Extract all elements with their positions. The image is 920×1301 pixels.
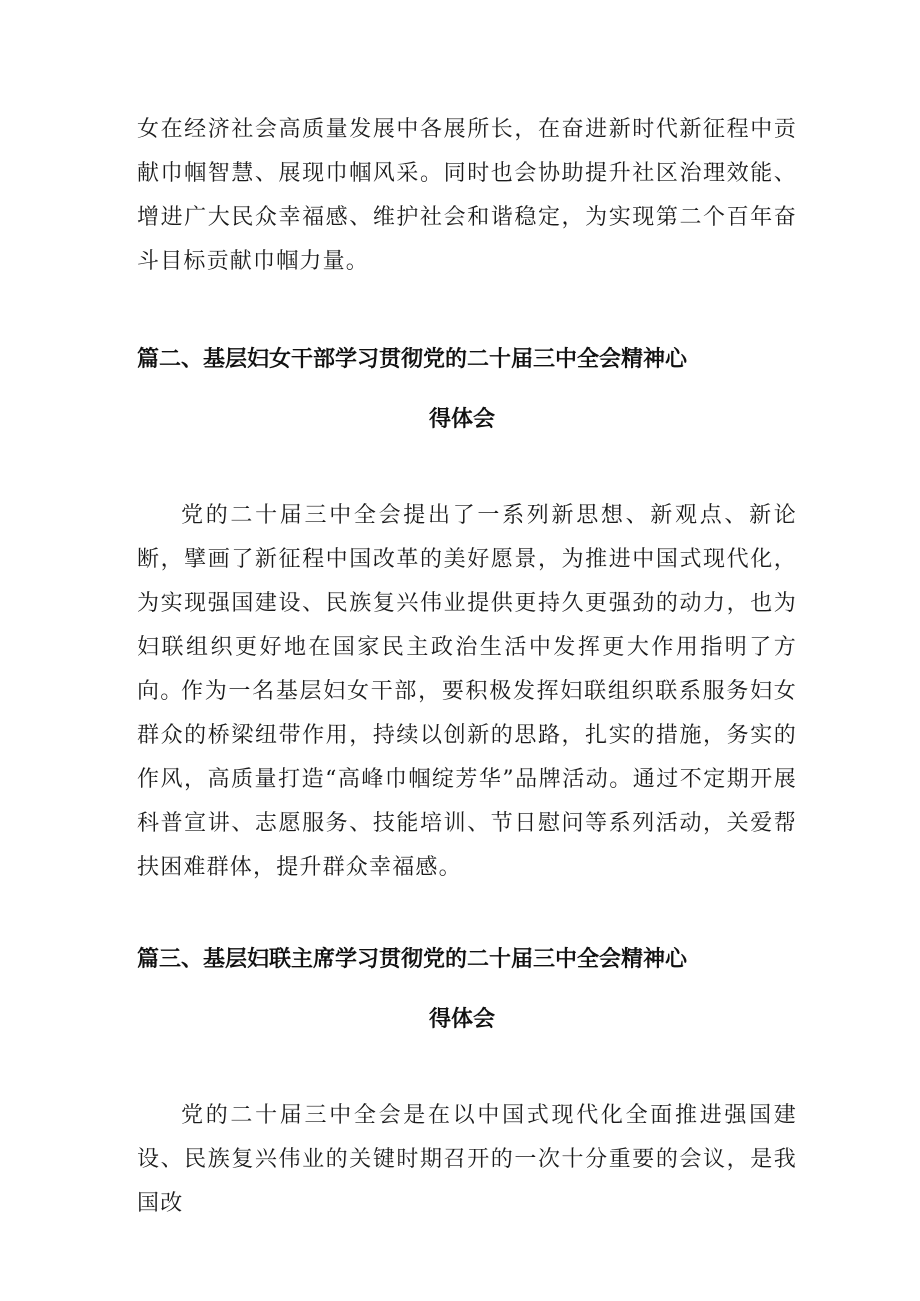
section-three-paragraph-1: 党的二十届三中全会是在以中国式现代化全面推进强国建设、民族复兴伟业的关键时期召开的一次十分重要的会议，是我国改 [137,1103,797,1216]
section-two-heading-line1: 篇二、基层妇女干部学习贯彻党的二十届三中全会精神心 [137,347,688,372]
intro-paragraph: 女在经济社会高质量发展中各展所长，在奋进新时代新征程中贡献巾帼智慧、展现巾帼风采。同时也会协助提升社区治理效能、增进广大民众幸福感、维护社会和谐稳定，为实现第二个百年奋斗目标贡献巾帼力量。 [137,117,797,274]
section-two-paragraph-2: 作为一名基层妇女干部，要积极发挥妇联组织联系服务妇女群众的桥梁纽带作用，持续以创新的思路，扎实的措施，务实的作风，高质量打造“高峰巾帼绽芳华”品牌活动。通过不定期开展科普宣讲、志愿服务、技能培训、节日慰问等系列活动，关爱帮扶困难群体，提升群众幸福感。 [137,679,797,880]
section-two-paragraph-1: 党的二十届三中全会提出了一系列新思想、新观点、新论断，擘画了新征程中国改革的美好愿景，为推进中国式现代化，为实现强国建设、民族复兴伟业提供更持久更强劲的动力，也为妇联组织更好地在国家民主政治生活中发挥更大作用指明了方向。 [137,503,797,704]
section-three-heading [137,930,787,1050]
section-two-heading-line2: 得体会 [428,407,495,432]
section-three-heading-line2: 得体会 [428,1007,495,1032]
section-two-heading [137,330,787,450]
section-three-heading-line1: 篇三、基层妇联主席学习贯彻党的二十届三中全会精神心 [137,947,688,972]
